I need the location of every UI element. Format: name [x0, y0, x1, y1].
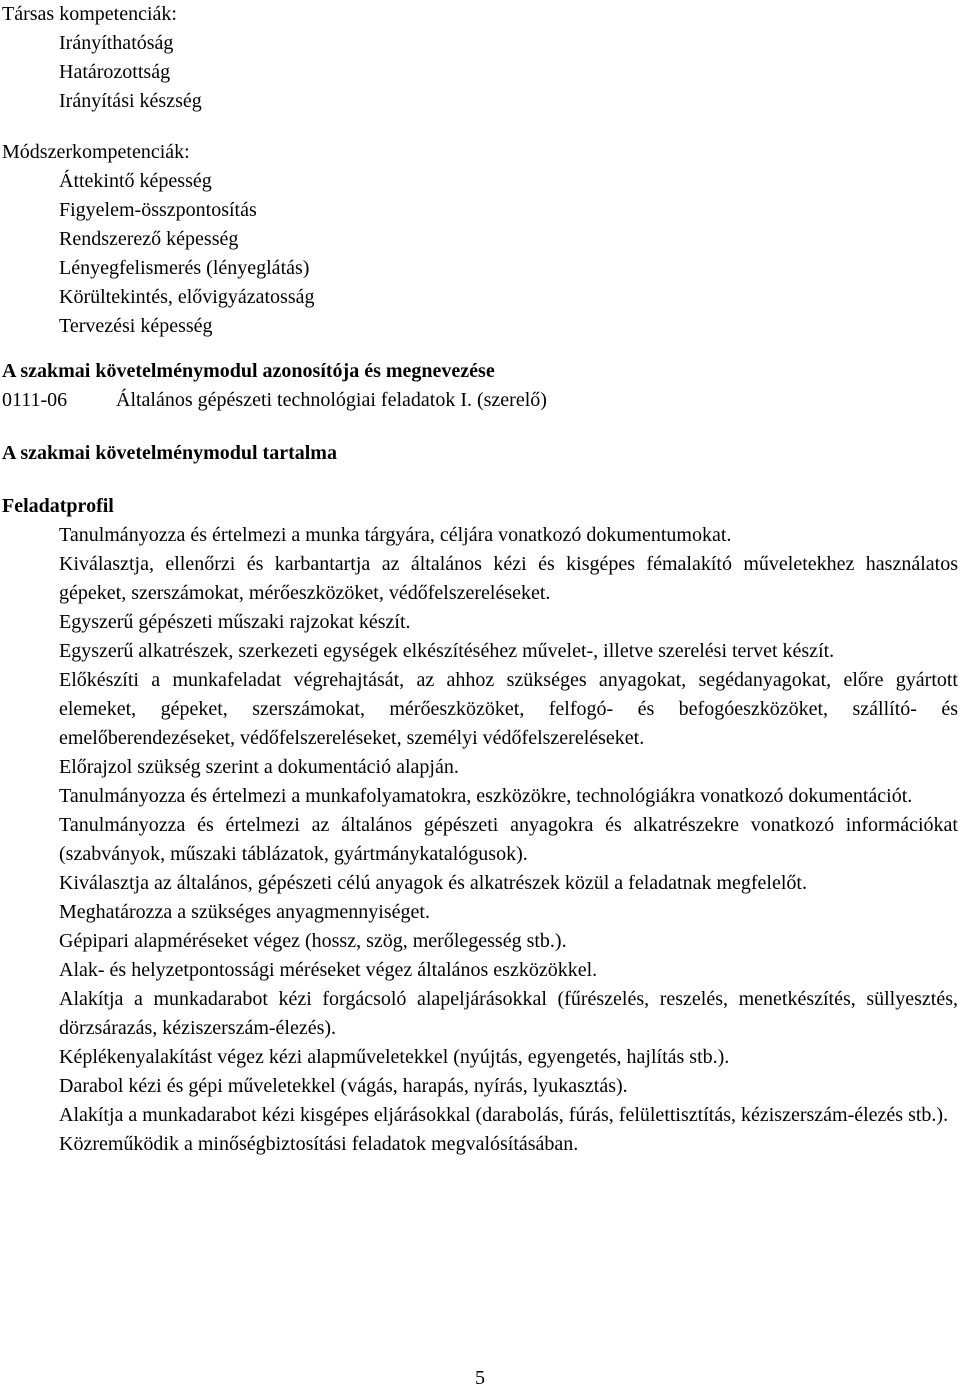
module-name: Általános gépészeti technológiai feladatok I. (szerelő) [116, 389, 547, 411]
module-content-heading: A szakmai követelménymodul tartalma [2, 442, 337, 464]
task-list [2, 521, 958, 1159]
social-competencies-title: Társas kompetenciák: [2, 3, 177, 25]
task-item: Egyszerű alkatrészek, szerkezeti egységek elkészítéséhez művelet-, illetve szerelési tervet készít. [59, 640, 835, 662]
task-item: Tanulmányozza és értelmezi a munka tárgyára, céljára vonatkozó dokumentumokat. [59, 524, 732, 546]
list-item: Áttekintő képesség [59, 170, 212, 192]
task-item: Képlékenyalakítást végez kézi alapműveletekkel (nyújtás, egyengetés, hajlítás stb.). [59, 1046, 730, 1068]
method-competencies-title: Módszerkompetenciák: [2, 141, 190, 163]
list-item: Rendszerező képesség [59, 228, 239, 250]
task-profile-heading: Feladatprofil [2, 495, 114, 517]
task-item: Alak- és helyzetpontossági méréseket végez általános eszközökkel. [59, 959, 598, 981]
task-item: Darabol kézi és gépi műveletekkel (vágás, harapás, nyírás, lyukasztás). [59, 1075, 628, 1097]
module-id-heading: A szakmai követelménymodul azonosítója és megnevezése [2, 360, 495, 382]
task-item: Egyszerű gépészeti műszaki rajzokat készít. [59, 611, 411, 633]
task-item: Előrajzol szükség szerint a dokumentáció alapján. [59, 756, 459, 778]
list-item: Lényegfelismerés (lényeglátás) [59, 257, 310, 279]
task-item: Meghatározza a szükséges anyagmennyiséget. [59, 901, 430, 923]
module-id-row [2, 386, 958, 415]
task-item: Alakítja a munkadarabot kézi kisgépes eljárásokkal (darabolás, fúrás, felülettisztítás, kéziszerszám-élezés stb.). [59, 1104, 949, 1126]
list-item: Figyelem-összpontosítás [59, 199, 257, 221]
task-item: Gépipari alapméréseket végez (hossz, szög, merőlegesség stb.). [59, 930, 567, 952]
task-item: Kiválasztja az általános, gépészeti célú anyagok és alkatrészek közül a feladatnak megfelelőt. [59, 872, 807, 894]
task-item: Kiválasztja, ellenőrzi és karbantartja az általános kézi és kisgépes fémalakító műveletekhez használatos gépeket, szerszámokat, mérőeszközöket, védőfelszereléseket. [59, 553, 958, 604]
method-competencies-list [2, 167, 958, 341]
list-item: Irányíthatóság [59, 32, 174, 54]
social-competencies-section [2, 0, 958, 116]
list-item: Körültekintés, elővigyázatosság [59, 286, 315, 308]
task-profile-section [2, 492, 958, 1159]
method-competencies-section [2, 138, 958, 341]
page-number: 5 [475, 1367, 485, 1389]
list-item: Irányítási készség [59, 90, 202, 112]
social-competencies-list [2, 29, 958, 116]
module-identifier-section [2, 357, 958, 415]
task-item: Tanulmányozza és értelmezi a munkafolyamatokra, eszközökre, technológiákra vonatkozó dokumentációt. [59, 785, 913, 807]
list-item: Tervezési képesség [59, 315, 213, 337]
module-code: 0111-06 [2, 389, 68, 411]
list-item: Határozottság [59, 61, 171, 83]
task-item: Tanulmányozza és értelmezi az általános gépészeti anyagokra és alkatrészekre vonatkozó információkat (szabványok, műszaki táblázatok, gyártmánykatalógusok). [59, 814, 958, 865]
task-item: Előkészíti a munkafeladat végrehajtását, az ahhoz szükséges anyagokat, segédanyagokat, előre gyártott elemeket, gépeket, szerszámokat, mérőeszközöket, felfogó- és befogóeszközöket, szállító- és emelőberendezéseket, védőfelszereléseket, személyi védőfelszereléseket. [59, 669, 958, 749]
task-item: Közreműködik a minőségbiztosítási feladatok megvalósításában. [59, 1133, 579, 1155]
task-item: Alakítja a munkadarabot kézi forgácsoló alapeljárásokkal (fűrészelés, reszelés, menetkészítés, süllyesztés, dörzsárazás, kéziszerszám-élezés). [59, 988, 958, 1039]
module-content-section [2, 439, 958, 468]
